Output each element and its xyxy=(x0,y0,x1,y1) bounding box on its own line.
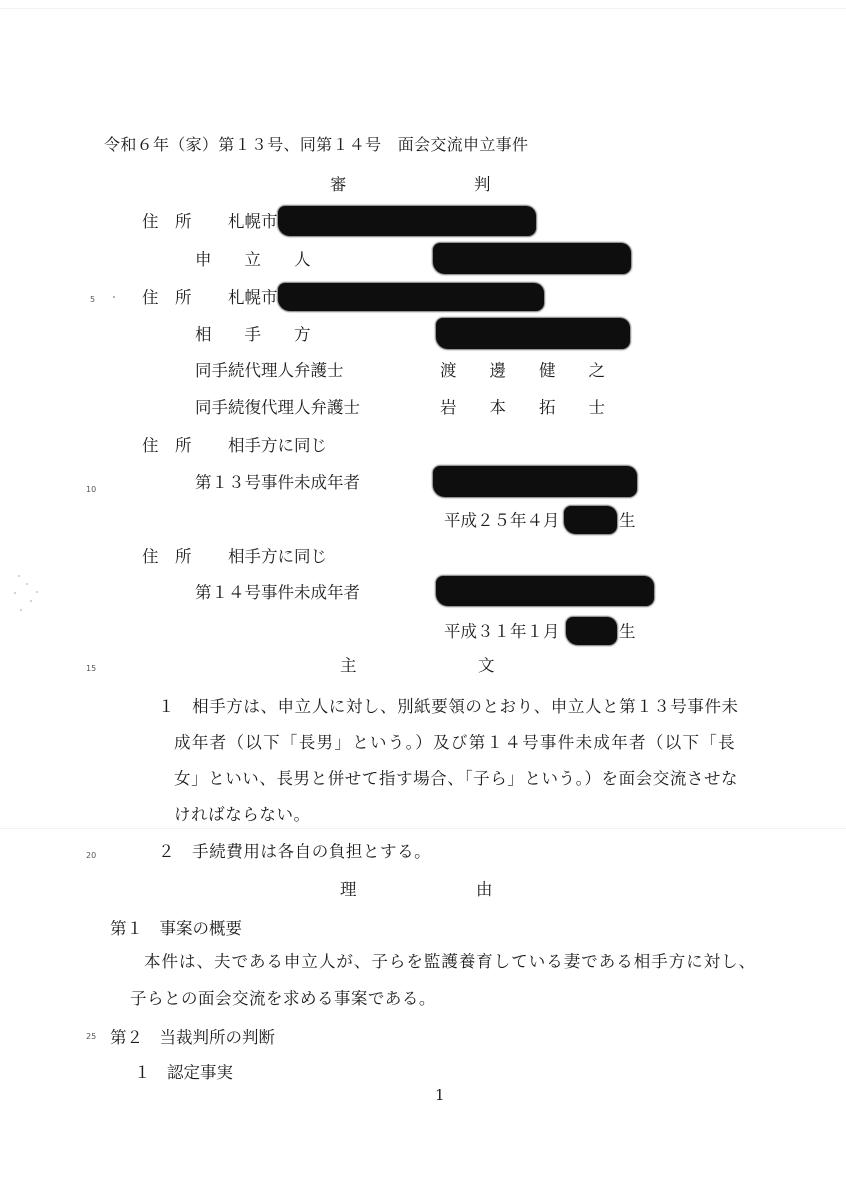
minor13-role: 第１３号事件未成年者 xyxy=(195,473,360,492)
scan-speck xyxy=(113,296,115,298)
applicant-address-city: 札幌市 xyxy=(228,212,278,231)
scan-dot xyxy=(18,575,20,577)
minor14-dob: 平成３１年１月 xyxy=(444,622,560,641)
minor14-dob-suffix: 生 xyxy=(619,622,636,641)
line-number: 20 xyxy=(86,851,97,860)
respondent-role: 相 手 方 xyxy=(195,325,311,344)
main-text-heading-right: 文 xyxy=(478,656,495,675)
main-text-line: 成年者（以下「長男」という。）及び第１４号事件未成年者（以下「長 xyxy=(174,733,736,752)
main-text-line: ２ 手続費用は各自の負担とする。 xyxy=(158,842,432,861)
reasons-heading-right: 由 xyxy=(476,880,493,899)
scan-dot xyxy=(14,592,16,594)
section-body-line: 子らとの面会交流を求める事案である。 xyxy=(130,989,436,1008)
sub-lawyer-role: 同手続復代理人弁護士 xyxy=(195,398,360,417)
scan-noise xyxy=(0,828,846,829)
main-text-heading-left: 主 xyxy=(340,656,357,675)
redaction-respondent-address xyxy=(278,283,544,311)
line-number: 25 xyxy=(86,1032,97,1041)
lawyer-name: 渡 邊 健 之 xyxy=(440,361,605,380)
case-number-line: 令和６年（家）第１３号、同第１４号 面会交流申立事件 xyxy=(104,135,529,154)
main-text-line: １ 相手方は、申立人に対し、別紙要領のとおり、申立人と第１３号事件未 xyxy=(158,697,739,716)
redaction-applicant-address xyxy=(278,206,536,236)
redaction-minor13-name xyxy=(433,466,637,497)
scan-dot xyxy=(36,591,38,593)
page-number: 1 xyxy=(435,1086,445,1104)
redaction-respondent-name xyxy=(436,318,630,349)
minor13-address: 相手方に同じ xyxy=(228,436,327,455)
minor14-address: 相手方に同じ xyxy=(228,547,327,566)
redaction-minor13-dob xyxy=(564,506,617,534)
scan-dot xyxy=(20,609,22,611)
main-text-line: ければならない。 xyxy=(174,805,311,824)
redaction-minor14-dob xyxy=(566,617,617,645)
section-heading: 第１ 事案の概要 xyxy=(110,919,242,938)
section-body-line: 本件は、夫である申立人が、子らを監護養育している妻である相手方に対し、 xyxy=(144,952,757,971)
applicant-role: 申 立 人 xyxy=(195,250,311,269)
respondent-address-city: 札幌市 xyxy=(228,288,278,307)
line-number: 5 xyxy=(90,295,96,304)
scan-noise xyxy=(0,8,846,9)
section-heading: 第２ 当裁判所の判断 xyxy=(110,1028,275,1047)
line-number: 10 xyxy=(86,485,97,494)
respondent-address-label: 住 所 xyxy=(142,288,192,307)
minor13-dob-suffix: 生 xyxy=(619,511,636,530)
main-text-line: 女」といい、長男と併せて指す場合、「子ら」という。）を面会交流させな xyxy=(174,769,739,788)
redaction-minor14-name xyxy=(436,576,654,606)
lawyer-role: 同手続代理人弁護士 xyxy=(195,361,344,380)
doc-title-right: 判 xyxy=(474,175,491,194)
scan-dot xyxy=(30,600,32,602)
minor14-role: 第１４号事件未成年者 xyxy=(195,583,360,602)
minor14-address-label: 住 所 xyxy=(142,547,192,566)
minor13-dob: 平成２５年４月 xyxy=(444,511,560,530)
line-number: 15 xyxy=(86,664,97,673)
redaction-applicant-name xyxy=(433,243,631,274)
reasons-heading-left: 理 xyxy=(340,880,357,899)
sub-lawyer-name: 岩 本 拓 士 xyxy=(440,398,605,417)
doc-title-left: 審 xyxy=(330,175,347,194)
minor13-address-label: 住 所 xyxy=(142,436,192,455)
scan-dot xyxy=(26,583,28,585)
subsection-heading: １ 認定事実 xyxy=(134,1063,233,1082)
applicant-address-label: 住 所 xyxy=(142,212,192,231)
